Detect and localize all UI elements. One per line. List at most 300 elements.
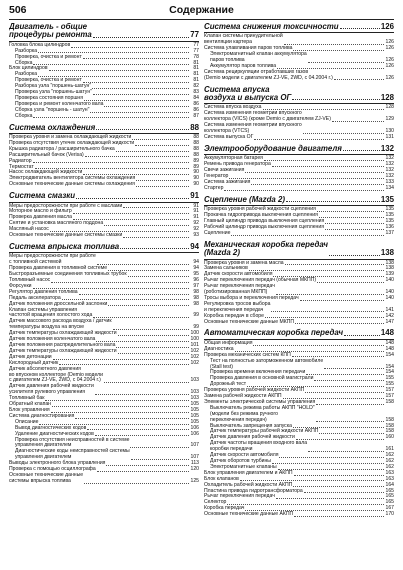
entry-page-number: 113 <box>190 460 199 467</box>
entry-title: Датчик положения дроссельной заслонки <box>9 300 108 307</box>
entry-title: Датчик температуры охлаждающей жидкости <box>9 347 117 354</box>
entry-title: Датчик температуры рабочей жидкости АКПП <box>210 428 319 435</box>
entry-page-number: 126 <box>385 57 394 64</box>
entry-page-number: 91 <box>193 208 199 215</box>
entry-page-number: 132 <box>385 155 394 162</box>
entry-page-number: 92 <box>193 220 199 227</box>
dot-leader <box>51 282 189 283</box>
dot-leader <box>118 353 189 354</box>
entry-title: Система зажигания <box>204 178 251 185</box>
entry-page-number: 100 <box>190 330 199 337</box>
dot-leader <box>53 359 189 360</box>
entry-title: Блок управления двигателем и АКПП <box>204 469 293 476</box>
dot-leader <box>45 400 189 401</box>
entry-title: Проверка с помощью осциллографа <box>9 466 96 473</box>
entry-title: Педаль акселератора <box>9 294 61 301</box>
entry-page-number: 162 <box>385 458 394 464</box>
dot-leader <box>85 156 189 157</box>
entry-title: Топливный насос <box>9 277 51 284</box>
entry-title: Датчик температуры охлаждающей жидкости <box>9 330 117 337</box>
entry-page-number: 103 <box>190 389 199 396</box>
entry-page-number: 103 <box>190 377 199 384</box>
entry-page-number: 138 <box>385 265 394 272</box>
entry-page-number: 137 <box>385 229 394 236</box>
entry-title: Регулятор давления топлива <box>9 288 78 295</box>
entry-title: Блок клапанов <box>204 475 239 482</box>
entry-title: Тросы выбора и переключения передач <box>204 294 299 301</box>
entry-title: Проверка давления в топливной системе <box>9 265 108 272</box>
toc-entry[interactable] <box>204 512 394 518</box>
entry-title: Коробка передач в сборе <box>204 312 264 319</box>
entry-title: Сборка <box>15 59 33 66</box>
section-title: Сцепление (Mazda 2) <box>204 194 286 204</box>
dot-leader <box>314 380 384 381</box>
dot-leader <box>319 433 384 434</box>
entry-page-number: 84 <box>193 94 199 101</box>
entry-title: Датчик оборотов турбины <box>210 458 271 464</box>
entry-page-number: 131 <box>385 134 394 140</box>
dot-leader <box>325 229 384 230</box>
entry-title: Система изменения геометрии впускного коллектора (VICS) (кроме Demio с двигателем ZJ-VE) <box>204 110 331 123</box>
entry-title: Моторное масло и фильтр <box>9 208 72 215</box>
entry-page-number: 148 <box>385 339 394 346</box>
entry-title: Датчик частоты вращения входного вала коробки передачи <box>210 440 308 453</box>
entry-title: Ремень привода генератора <box>204 161 271 168</box>
dot-leader <box>33 64 189 65</box>
entry-title: Крышка радиатора / расширительного бачка <box>9 145 115 152</box>
section-title: Двигатель - общие процедуры ремонта <box>9 23 92 40</box>
entry-title: Диагностика <box>204 345 234 352</box>
entry-title: Датчик положения коленчатого вала <box>9 336 96 343</box>
dot-leader <box>227 504 384 505</box>
dot-leader <box>71 47 189 48</box>
toc-entry[interactable] <box>204 135 394 141</box>
toc-entry[interactable] <box>204 186 394 192</box>
entry-title: Датчик положения распределительного вала <box>9 342 116 348</box>
entry-title: Рычаг переключения передач (роботизированная МКПП) <box>204 283 275 296</box>
entry-page-number: 105 <box>190 418 199 425</box>
toc-section <box>204 196 394 237</box>
section-title: Электрооборудование двигателя <box>204 143 342 153</box>
toc-entry[interactable] <box>204 70 394 82</box>
entry-page-number: 170 <box>385 511 394 518</box>
dot-leader <box>118 335 189 336</box>
dot-leader <box>293 486 384 487</box>
entry-page-number: 91 <box>193 202 199 209</box>
dot-leader <box>83 58 189 59</box>
dot-leader <box>104 382 189 383</box>
section-heading[interactable] <box>204 23 394 33</box>
entry-title: Блок цилиндров <box>9 65 48 72</box>
entry-page-number: 77 <box>193 41 199 48</box>
entry-page-number: 82 <box>193 83 199 90</box>
dot-leader <box>106 465 189 466</box>
section-heading[interactable] <box>9 23 199 42</box>
entry-title: Элементы электрической системы управления <box>204 398 316 405</box>
section-page-number: 135 <box>380 194 394 204</box>
entry-title: Дорожный тест <box>210 381 247 388</box>
entry-title: Регулировка тросов выбора и переключения передач <box>204 300 271 313</box>
entry-title: Генератор <box>204 173 229 180</box>
dot-leader <box>316 421 384 422</box>
dot-leader <box>272 166 384 167</box>
entry-title: Описание <box>15 418 39 425</box>
entry-title: Датчик скорости автомобиля <box>204 271 273 278</box>
entry-page-number: 81 <box>193 71 199 78</box>
section-title: Механическая коробка передач (Mazda 2) <box>204 239 329 258</box>
entry-page-number: 157 <box>385 387 394 394</box>
entry-page-number: 132 <box>385 161 394 168</box>
dot-leader <box>130 447 189 448</box>
toc-entry[interactable] <box>9 233 199 239</box>
dot-leader <box>104 225 189 226</box>
toc-entry[interactable] <box>204 231 394 237</box>
dot-leader <box>292 99 380 100</box>
entry-title: Аккумулятор паров топлива <box>210 62 277 69</box>
dot-leader <box>295 323 384 324</box>
entry-page-number: 102 <box>190 347 199 354</box>
entry-title: Аккумуляторная батарея <box>204 155 263 162</box>
dot-leader <box>272 463 384 464</box>
entry-title: Проверка состояния поршня <box>15 94 83 101</box>
entry-title: Быстроразъемные соединения топливных трубок <box>9 271 127 278</box>
entry-title: Проверка, очистка и ремонт <box>15 53 82 60</box>
dot-leader <box>271 311 384 312</box>
entry-page-number: 163 <box>385 475 394 482</box>
entry-page-number: 100 <box>190 336 199 343</box>
entry-title: Клапан системы принудительной вентиляции картера <box>204 33 283 46</box>
entry-title: Коробка передач <box>204 505 245 512</box>
entry-page-number: 163 <box>385 469 394 476</box>
dot-leader <box>123 207 189 208</box>
toc-column-left <box>9 23 199 563</box>
section-heading[interactable] <box>9 192 199 202</box>
entry-page-number: 154 <box>385 363 394 370</box>
entry-title: Датчик давления рабочей жидкости <box>210 434 295 441</box>
entry-page-number: 165 <box>385 487 394 494</box>
entry-title: Датчик детонации <box>9 353 52 360</box>
entry-page-number: 105 <box>190 412 199 419</box>
toc-section <box>9 243 199 485</box>
entry-page-number: 130 <box>385 128 394 135</box>
dot-leader <box>325 223 384 224</box>
entry-title: Проверка уровня рабочей жидкости сцепления <box>204 206 316 213</box>
dot-leader <box>294 516 384 517</box>
entry-page-number: 94 <box>193 265 199 272</box>
entry-title: Проверка уровня и замена охлаждающей жидкости <box>9 134 132 140</box>
entry-page-number: 160 <box>385 434 394 441</box>
entry-page-number: 139 <box>385 271 394 278</box>
section-heading[interactable] <box>204 86 394 105</box>
entry-title: Клапан системы управления частотой вращения холостого хода <box>9 306 93 319</box>
entry-title: Пластина привода гидротрансформатора <box>204 487 303 494</box>
entry-page-number: 154 <box>385 351 394 358</box>
dot-leader <box>116 347 189 348</box>
section-page-number: 138 <box>380 248 394 258</box>
entry-page-number: 90 <box>193 175 199 182</box>
entry-title: Головка блока цилиндров <box>9 41 71 48</box>
entry-page-number: 154 <box>385 369 394 376</box>
entry-page-number: 91 <box>193 214 199 221</box>
section-page-number: 126 <box>380 23 394 31</box>
entry-title: Термостат <box>9 163 34 170</box>
entry-page-number: 94 <box>193 259 199 266</box>
section-heading[interactable] <box>204 196 394 206</box>
entry-page-number: 102 <box>190 353 199 360</box>
entry-title: Масляный насос <box>9 226 49 233</box>
dot-leader <box>120 248 189 249</box>
dot-leader <box>224 190 384 191</box>
toc-entry[interactable] <box>204 406 394 424</box>
section-heading[interactable] <box>204 145 394 155</box>
entry-page-number: 140 <box>385 289 394 296</box>
entry-title: Система рециркуляции отработавших газов (Demio модели с двигателем ZJ-VE, 2WD, с 04.2004 г.) <box>204 68 333 81</box>
entry-page-number: 86 <box>193 100 199 107</box>
entry-title: Система выпуска ОГ <box>204 134 254 140</box>
entry-page-number: 97 <box>193 282 199 289</box>
dot-leader <box>231 235 384 236</box>
entry-title: Топливный бак <box>9 395 45 402</box>
entry-page-number: 161 <box>385 446 394 453</box>
entry-page-number: 140 <box>385 277 394 284</box>
entry-title: Система изменения геометрии впускного коллектора (VTCS) <box>204 122 302 135</box>
entry-page-number: 98 <box>193 294 199 301</box>
entry-page-number: 98 <box>193 288 199 295</box>
entry-page-number: 89 <box>193 163 199 170</box>
dot-leader <box>93 37 189 38</box>
entry-title: Рычаг переключения передач <box>204 493 275 500</box>
entry-page-number: 167 <box>385 505 394 512</box>
dot-leader <box>90 112 189 113</box>
dot-leader <box>52 406 189 407</box>
entry-page-number: 133 <box>385 178 394 185</box>
section-heading[interactable] <box>9 124 199 134</box>
section-title: Система охлаждения <box>9 122 96 132</box>
entry-title: Рычаг переключения передач (обычная МКПП) <box>204 277 317 284</box>
entry-title: Кислородный датчик <box>9 359 59 366</box>
entry-page-number: 99 <box>193 312 199 319</box>
entry-page-number: 165 <box>385 493 394 500</box>
entry-title: Форсунки <box>9 282 32 289</box>
entry-title: Проверка и ремонт коленчатого вала <box>15 100 104 107</box>
dot-leader <box>294 475 384 476</box>
entry-title: Основные технические данные системы охлаждения <box>9 181 135 188</box>
section-page-number: 77 <box>190 30 199 40</box>
entry-page-number: 105 <box>190 401 199 408</box>
entry-page-number: 93 <box>193 232 199 239</box>
dot-leader <box>332 121 384 122</box>
entry-title: Меры предосторожности при работе с топливной системой <box>9 253 96 266</box>
entry-page-number: 158 <box>385 398 394 405</box>
toc-entry[interactable] <box>9 473 199 485</box>
dot-leader <box>76 198 189 199</box>
dot-leader <box>278 469 384 470</box>
entry-page-number: 125 <box>190 477 199 484</box>
dot-leader <box>253 345 384 346</box>
section-heading[interactable] <box>204 329 394 339</box>
entry-title: Датчик абсолютного давления во впускном коллекторе (Demio модели с двигателем ZJ-VE, 2WD, с 04.2004 г.) <box>9 365 103 384</box>
entry-title: Сборка <box>15 112 33 119</box>
dot-leader <box>308 62 384 63</box>
dot-leader <box>136 180 189 181</box>
entry-page-number: 135 <box>385 217 394 224</box>
section-page-number: 91 <box>190 191 199 201</box>
toc-entry[interactable] <box>204 320 394 326</box>
entry-title: Разборка узла "поршень-шатун" <box>15 83 92 90</box>
dot-leader <box>284 44 384 45</box>
entry-title: Разборка <box>15 47 38 54</box>
dot-leader <box>316 404 384 405</box>
entry-title: Датчик массового расхода воздуха / датчик температуры воздуха на впуске <box>9 318 112 331</box>
entry-title: Прокачка гидропривода выключения сцепления <box>204 212 318 219</box>
entry-page-number: 101 <box>190 342 199 348</box>
dot-leader <box>303 133 384 134</box>
entry-page-number: 105 <box>190 406 199 413</box>
dot-leader <box>73 213 189 214</box>
dot-leader <box>113 329 189 330</box>
dot-leader <box>317 282 384 283</box>
section-title: Система впрыска топлива <box>9 242 120 251</box>
dot-leader <box>136 186 189 187</box>
entry-title: Радиатор <box>9 157 32 164</box>
entry-title: Обратный клапан <box>9 401 51 408</box>
dot-leader <box>75 418 189 419</box>
dot-leader <box>344 335 380 336</box>
entry-page-number: 103 <box>190 395 199 402</box>
toc-section <box>204 86 394 141</box>
entry-page-number: 165 <box>385 499 394 506</box>
dot-leader <box>329 255 380 256</box>
entry-page-number: 98 <box>193 300 199 307</box>
dot-leader <box>83 82 189 83</box>
section-title: Система впуска воздуха и выпуска ОГ <box>204 84 292 103</box>
entry-page-number: 107 <box>190 442 199 449</box>
toc-entry[interactable] <box>9 182 199 188</box>
entry-title: Проверка узла "поршень-шатун" <box>15 89 92 96</box>
entry-page-number: 106 <box>190 424 199 431</box>
section-heading[interactable] <box>9 243 199 253</box>
entry-page-number: 134 <box>385 184 394 191</box>
entry-page-number: 155 <box>385 381 394 388</box>
entry-page-number: 132 <box>385 173 394 180</box>
entry-page-number: 155 <box>385 375 394 382</box>
entry-page-number: 88 <box>193 134 199 140</box>
entry-page-number: 126 <box>385 74 394 81</box>
entry-page-number: 89 <box>193 157 199 164</box>
entry-page-number: 164 <box>385 481 394 488</box>
entry-title: Система впуска воздуха <box>204 104 262 111</box>
entry-page-number: 88 <box>193 151 199 158</box>
dot-leader <box>97 471 189 472</box>
entry-title: Разборка <box>15 71 38 78</box>
dot-leader <box>293 50 384 51</box>
entry-page-number: 162 <box>385 452 394 459</box>
entry-title: Проверка давления масла <box>9 214 72 221</box>
entry-title: Электромагнитный клапан аккумулятора паров топлива <box>210 51 307 64</box>
section-page-number: 88 <box>190 122 199 132</box>
dot-leader <box>49 70 189 71</box>
entry-page-number: 132 <box>385 167 394 174</box>
entry-title: Вывод диагностических кодов <box>15 424 87 431</box>
entry-page-number: 87 <box>193 112 199 119</box>
dot-leader <box>96 129 189 130</box>
toc-entry[interactable] <box>9 367 199 385</box>
entry-title: Расширительный бачок (Verisa) <box>9 151 84 158</box>
entry-page-number: 162 <box>385 463 394 470</box>
toc-section <box>9 23 199 120</box>
entry-title: Диагностические коды неисправностей системы управления двигателем <box>15 448 130 461</box>
entry-page-number: 102 <box>190 359 199 366</box>
entry-title: Проверка отсутствия неисправностей в системе управления двигателем <box>15 436 130 449</box>
dot-leader <box>340 28 380 29</box>
dot-leader <box>95 394 189 395</box>
dot-leader <box>33 162 189 163</box>
entry-title: Проверка отсутствия утечек охлаждающей жидкости <box>9 139 135 146</box>
entry-page-number: 83 <box>193 89 199 96</box>
dot-leader <box>334 79 384 80</box>
entry-title: Свечи зажигания <box>204 167 245 174</box>
entry-title: Удаление диагностических кодов <box>15 430 94 437</box>
dot-leader <box>319 217 384 218</box>
section-page-number: 128 <box>380 93 394 103</box>
dot-leader <box>245 172 384 173</box>
dot-leader <box>304 492 384 493</box>
entry-page-number: 136 <box>385 223 394 230</box>
entry-title: Выключатель запрещения запуска <box>210 422 292 429</box>
toc-entry[interactable] <box>9 114 199 120</box>
entry-page-number: 81 <box>193 59 199 66</box>
section-heading[interactable] <box>204 241 394 260</box>
page-number: 506 <box>9 3 27 16</box>
entry-page-number: 81 <box>193 77 199 84</box>
entry-page-number: 158 <box>385 428 394 435</box>
entry-title: Рабочий цилиндр привода выключения сцепления <box>204 223 324 230</box>
toc-entry[interactable] <box>204 302 394 314</box>
entry-page-number: 126 <box>385 45 394 52</box>
entry-title: Замена сальников <box>204 265 248 272</box>
entry-page-number: 147 <box>385 318 394 325</box>
entry-title: Проверка механических систем КПП <box>204 351 291 358</box>
entry-page-number: 88 <box>193 139 199 146</box>
entry-page-number: 158 <box>385 416 394 423</box>
entry-title: Выключатель режима работы АКПП "HOLD" (модели без режима ручного переключения передач) <box>210 404 315 423</box>
entry-page-number: 92 <box>193 226 199 233</box>
dot-leader <box>93 94 189 95</box>
entry-page-number: 157 <box>385 393 394 400</box>
entry-page-number: 148 <box>385 345 394 352</box>
dot-leader <box>79 294 189 295</box>
dot-leader <box>132 139 189 140</box>
entry-title: Основные технические данные МКПП <box>204 318 295 325</box>
toc-section <box>204 23 394 82</box>
page-title: Содержание <box>169 3 234 16</box>
toc-section <box>204 145 394 192</box>
dot-leader <box>229 178 384 179</box>
entry-title: Основные технические данные системы смазки <box>9 232 123 239</box>
entry-page-number: 142 <box>385 312 394 319</box>
page-header <box>9 0 394 20</box>
dot-leader <box>324 368 384 369</box>
entry-title: Система диагностирования <box>9 412 75 419</box>
entry-page-number: 107 <box>190 454 199 461</box>
dot-leader <box>123 237 189 238</box>
dot-leader <box>317 211 384 212</box>
dot-leader <box>300 300 384 301</box>
entry-title: Датчик скорости автомобиля <box>210 452 279 459</box>
section-page-number: 94 <box>190 242 199 251</box>
dot-leader <box>128 276 189 277</box>
section-title: Система смазки <box>9 191 76 201</box>
